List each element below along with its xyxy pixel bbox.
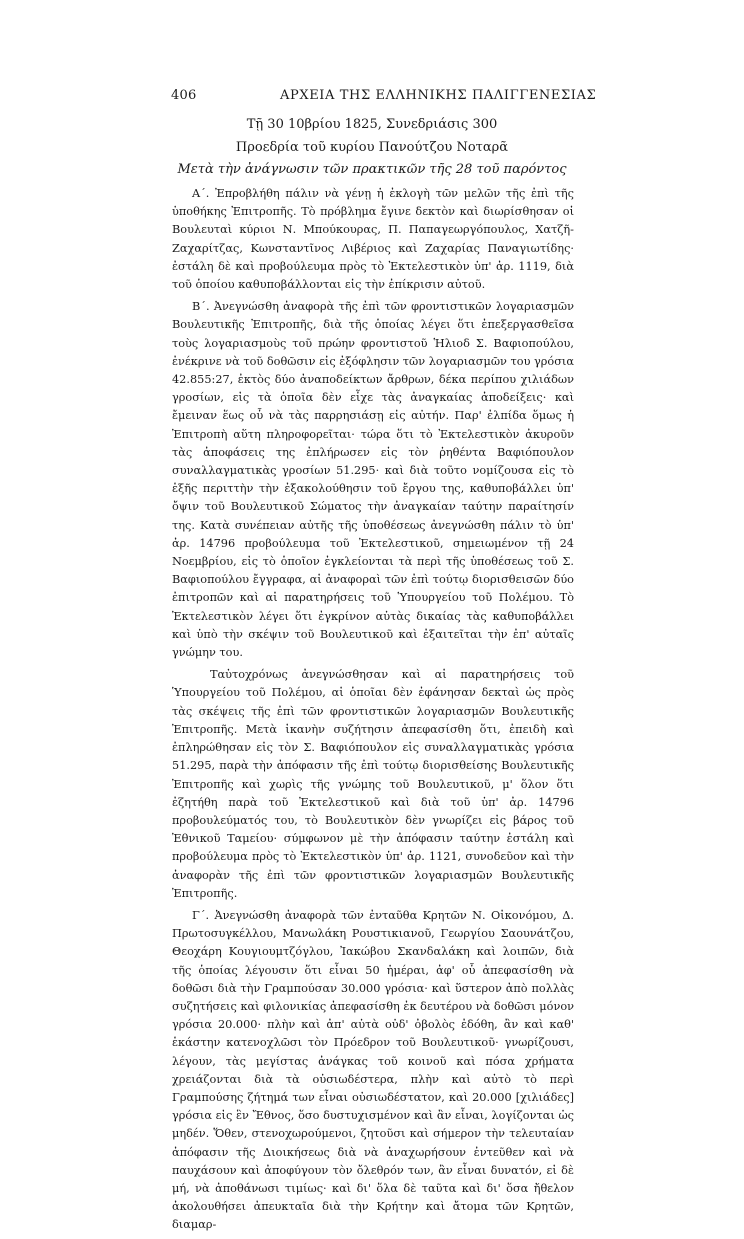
paragraph-a: Α΄. Ἐπροβλήθη πάλιν νὰ γένῃ ἡ ἐκλογὴ τῶν μελῶν τῆς ἐπὶ τῆς ὑποθήκης Ἐπιτροπῆς. Τὸ πρόβλημα ἔγινε δεκτὸν καὶ διωρίσθησαν οἱ Βουλευταὶ κύριοι Ν. Μπούκουρας, Π. Παπαγεωργόπουλος, Χατζῆ-Ζαχαρίτζας, Κωνσταντῖνος Λιβέριος καὶ Ζαχαρίας Παναγιωτίδης· ἐστάλη δὲ καὶ προβούλευμα πρὸς τὸ Ἐκτελεστικὸν ὑπ' ἀρ. 1119, διὰ τοῦ ὁποίου καθυποβάλλονται εἰς τὴν ἐπίκρισιν αὐτοῦ.: [172, 187, 574, 292]
body-text: [172, 185, 574, 1239]
paragraph-c: Γ΄. Ἀνεγνώσθη ἀναφορὰ τῶν ἐνταῦθα Κρητῶν Ν. Οἰκονόμου, Δ. Πρωτοσυγκέλλου, Μανωλάκη Ρουστικιανοῦ, Γεωργίου Σαουνάτζου, Θεοχάρη Κουγιουμτζόγλου, Ἰακώβου Σκανδαλάκη καὶ λοιπῶν, διὰ τῆς ὁποίας λέγουσιν ὅτι εἶναι 50 ἡμέραι, ἀφ' οὗ ἀπεφασίσθη νὰ δοθῶσι διὰ τὴν Γραμπούσαν 30.000 γρόσια· καὶ ὕστερον ἀπὸ πολλὰς συζητήσεις καὶ φιλονικίας ἀπεφασίσθη ἐκ δευτέρου νὰ δοθῶσι μόνον γρόσια 20.000· πλὴν καὶ ἀπ' αὐτὰ οὐδ' ὀβολὸς ἐδόθη, ἂν καὶ καθ' ἑκάστην κατενοχλῶσι τὸν Πρόεδρον τοῦ Βουλευτικοῦ· γνωρίζουσι, λέγουν, τὰς μεγίστας ἀνάγκας τοῦ κοινοῦ καὶ πόσα χρήματα χρειάζονται διὰ τὰ οὐσιωδέστερα, πλὴν καὶ αὐτὸ τὸ περὶ Γραμπούσης ζήτημά των εἶναι οὐσιωδέστατον, καὶ 20.000 [χιλιάδες] γρόσια εἰς ἓν Ἔθνος, ὅσο δυστυχισμένον καὶ ἂν εἶναι, λογίζονται ὡς μηδέν. Ὅθεν, στενοχωρούμενοι, ζητοῦσι καὶ σήμερον τὴν τελευταίαν ἀπόφασιν τῆς Διοικήσεως διὰ νὰ ἀναχωρήσουν ἐντεῦθεν καὶ νὰ παυχάσουν καὶ ἀποφύγουν τὸν ὄλεθρόν των, ἂν εἶναι δυνατόν, εἰ δὲ μή, νὰ ἀποθάνωσι τιμίως· καὶ δι' ὅλα δὲ ταῦτα καὶ δι' ὅσα ἤθελον ἀκολουθήσει ἀπευκταῖα διὰ τὴν Κρήτην καὶ ἄτομα τῶν Κρητῶν, διαμαρ-: [172, 908, 574, 1232]
running-title: ΑΡΧΕΙΑ ΤΗΣ ΕΛΛΗΝΙΚΗΣ ΠΑΛΙΓΓΕΝΕΣΙΑΣ: [280, 88, 597, 103]
session-chair-heading: Προεδρία τοῦ κυρίου Πανούτζου Νοταρᾶ: [235, 140, 509, 155]
page-number: 406: [171, 88, 197, 103]
paragraph-b: Β΄. Ἀνεγνώσθη ἀναφορὰ τῆς ἐπὶ τῶν φροντιστικῶν λογαριασμῶν Βουλευτικῆς Ἐπιτροπῆς, διὰ τῆς ὁποίας λέγει ὅτι ἐπεξεργασθεῖσα τοὺς λογαριασμοὺς τοῦ πρώην φροντιστοῦ Ἡλιοδ Σ. Βαφιοπούλου, ἐνέκρινε νὰ τοῦ δοθῶσιν εἰς ἐξόφλησιν τῶν λογαριασμῶν του γρόσια 42.855:27, ἐκτὸς δύο ἀναποδείκτων ἄρθρων, δέκα περίπου χιλιάδων γροσίων, εἰς τὰ ὁποῖα δὲν εἶχε τὰς ἀναγκαίας ἀποδείξεις· καὶ ἔμειναν ἕως οὗ νὰ τὰς παρρησιάσῃ εἰς αὐτήν. Παρ' ἐλπίδα ὅμως ἡ Ἐπιτροπὴ αὕτη πληροφορεῖται· τώρα ὅτι τὸ Ἐκτελεστικὸν ἀκυροῦν τὰς ἀποφάσεις της ἐπλήρωσεν εἰς τὸν ῥηθέντα Βαφιόπουλον συναλλαγματικὰς γροσίων 51.295· καὶ διὰ τοῦτο νομίζουσα εἰς τὸ ἑξῆς περιττὴν τὴν ἐξακολούθησιν τοῦ ἔργου της, καθυποβάλλει ὑπ' ὄψιν τοῦ Βουλευτικοῦ Σώματος τὴν ἀναγκαίαν ταύτην παραίτησίν της. Κατὰ συνέπειαν αὐτῆς τῆς ὑποθέσεως ἀνεγνώσθη πάλιν τὸ ὑπ' ἀρ. 14796 προβούλευμα τοῦ Ἐκτελεστικοῦ, σημειωμένον τῇ 24 Νοεμβρίου, εἰς τὸ ὁποῖον ἐγκλείονται τὰ περὶ τῆς ὑποθέσεως τοῦ Σ. Βαφιοπούλου ἔγγραφα, αἱ ἀναφοραὶ τῶν ἐπὶ τούτῳ διορισθεισῶν δύο ἐπιτροπῶν καὶ αἱ παρατηρήσεις τοῦ Ὑπουργείου τοῦ Πολέμου. Τὸ Ἐκτελεστικὸν λέγει ὅτι ἐγκρίνον αὐτὰς δικαίας τὰς καθυποβάλλει καὶ ὑπὸ τὴν σκέψιν τοῦ Βουλευτικοῦ καὶ ἐξαιτεῖται τὴν ἐπ' αὐταῖς γνώμην του.: [172, 300, 574, 660]
session-date-heading: Τῇ 30 10βρίου 1825, Συνεδριάσις 300: [246, 117, 498, 132]
session-note-heading: Μετὰ τὴν ἀνάγνωσιν τῶν πρακτικῶν τῆς 28 τοῦ παρόντος: [177, 162, 567, 177]
paragraph-b-continued: Ταὐτοχρόνως ἀνεγνώσθησαν καὶ αἱ παρατηρήσεις τοῦ Ὑπουργείου τοῦ Πολέμου, αἱ ὁποῖαι δὲν ἐφάνησαν δεκταὶ ὡς πρὸς τὰς σκέψεις τῆς ἐπὶ τῶν φροντιστικῶν λογαριασμῶν Βουλευτικῆς Ἐπιτροπῆς. Μετὰ ἱκανὴν συζήτησιν ἀπεφασίσθη ὅτι, ἐπειδὴ καὶ ἐπληρώθησαν εἰς τὸν Σ. Βαφιόπουλον εἰς συναλλαγματικὰς γρόσια 51.295, παρὰ τὴν ἀπόφασιν τῆς ἐπὶ τούτῳ διορισθείσης Βουλευτικῆς Ἐπιτροπῆς καὶ χωρὶς τῆς γνώμης τοῦ Βουλευτικοῦ, μ' ὅλον ὅτι ἐζητήθη παρὰ τοῦ Ἐκτελεστικοῦ καὶ διὰ τοῦ ὑπ' ἀρ. 14796 προβουλεύματός του, τὸ Βουλευτικὸν δὲν γνωρίζει εἰς βάρος τοῦ Ἐθνικοῦ Ταμείου· σύμφωνον μὲ τὴν ἀπόφασιν ταύτην ἐστάλη καὶ προβούλευμα πρὸς τὸ Ἐκτελεστικὸν ὑπ' ἀρ. 1121, συνοδεῦον καὶ τὴν ἀναφορὰν τῆς ἐπὶ τῶν φροντιστικῶν λογαριασμῶν Βουλευτικῆς Ἐπιτροπῆς.: [172, 668, 574, 900]
